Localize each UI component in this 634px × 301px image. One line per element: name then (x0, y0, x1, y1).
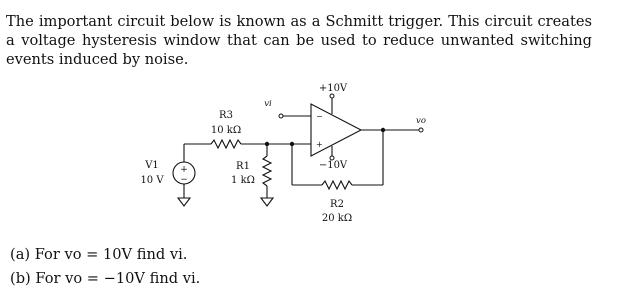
question-a: (a) For vo = 10V find vi. (10, 246, 188, 263)
r1-resistor (263, 156, 271, 186)
junction-dot (290, 142, 294, 146)
r1-name-label: R1 (236, 161, 250, 172)
v1-value-label: 10 V (140, 175, 164, 186)
junction-dot (265, 142, 269, 146)
opamp-minus-sign: − (316, 112, 323, 121)
r3-value-label: 10 kΩ (210, 125, 242, 136)
source-minus-sign: − (180, 175, 188, 185)
input-label: vi (264, 99, 272, 109)
junction-dot (381, 128, 385, 132)
opamp-plus-sign: + (316, 140, 323, 149)
r2-value-label: 20 kΩ (321, 213, 353, 224)
r2-resistor (322, 181, 352, 189)
supply-pos-label: +10V (318, 83, 348, 94)
r2-name-label: R2 (330, 199, 344, 210)
supply-pos-terminal (330, 94, 334, 98)
v1-name-label: V1 (145, 160, 159, 171)
source-plus-sign: + (180, 165, 188, 175)
ground-symbol-r1 (261, 198, 273, 206)
question-b: (b) For vo = −10V find vi. (10, 270, 201, 287)
r3-name-label: R3 (219, 110, 233, 121)
output-label: vo (416, 116, 426, 126)
problem-intro: The important circuit below is known as a Schmitt trigger. This circuit creates a voltage hysteresis window that can be used to reduce unwanted switching events induced by noise. (6, 13, 592, 68)
vo-terminal (419, 128, 423, 132)
r3-resistor (211, 140, 241, 148)
ground-symbol-v1 (178, 198, 190, 206)
vi-terminal (279, 114, 283, 118)
r1-value-label: 1 kΩ (231, 175, 255, 186)
supply-neg-label: −10V (318, 160, 348, 171)
